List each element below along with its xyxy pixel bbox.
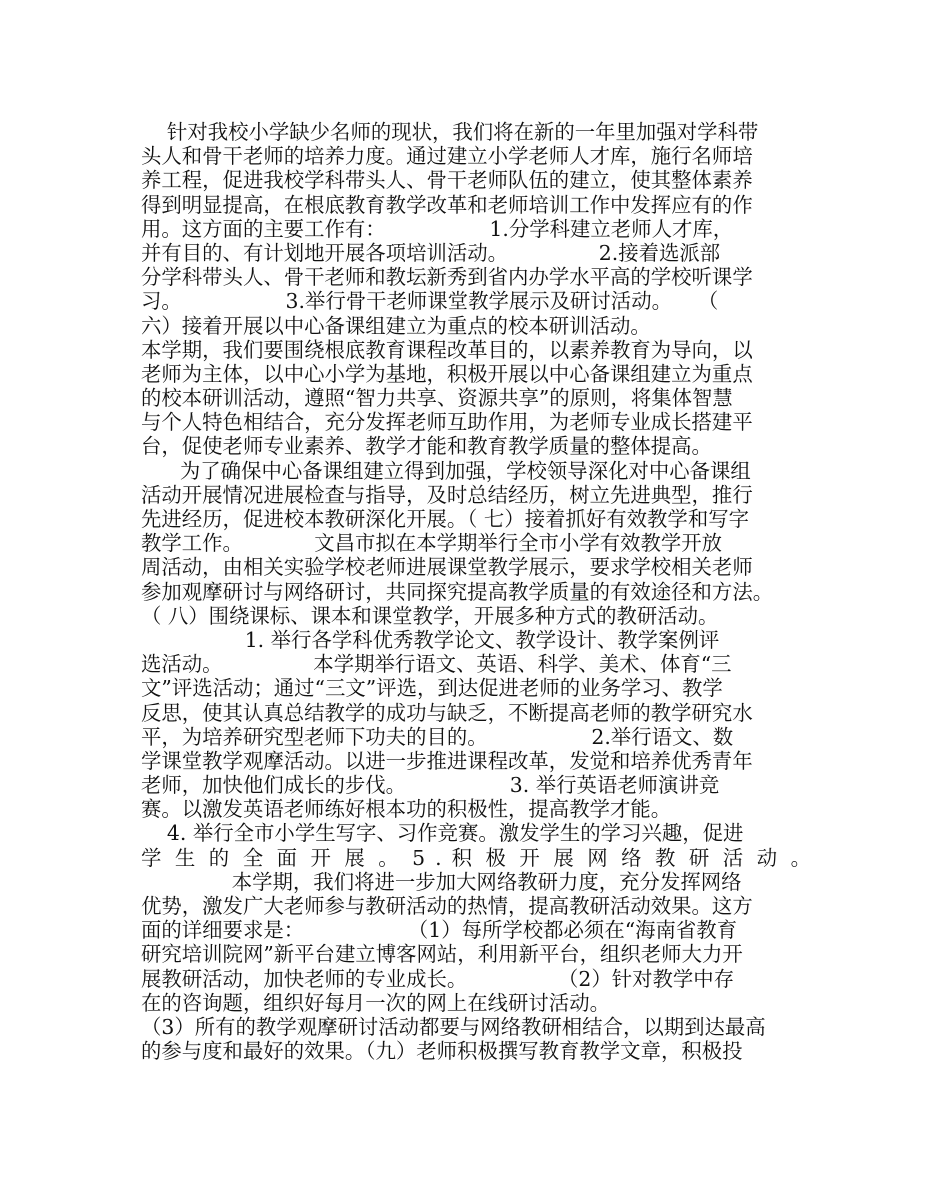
text-line: 反思，使其认真总结教学的成功与缺乏，不断提高老师的教学研究水 [141,700,753,725]
text-line: 在的咨询题，组织好每月一次的网上在线研讨活动。 [141,990,610,1015]
text-line: 优势，激发广大老师参与教研活动的热情，提高教研活动效果。这方 [141,894,753,918]
text-line: 本学期，我们将进一步加大网络教研力度，充分发挥网络 [141,869,742,894]
text-line: 养工程，促进我校学科带头人、骨干老师队伍的建立，使其整体素养 [141,168,753,193]
text-line: 参加观摩研讨与网络研讨，共同探究提高教学质量的有效途径和方法。 [141,579,774,604]
text-line: 1. 举行各学科优秀教学论文、教学设计、教学案例评 [141,627,720,652]
text-line: 台，促使老师专业素养、教学才能和教育教学质量的整体提高。 [141,434,712,459]
text-line: 用。这方面的主要工作有： 1.分学科建立老师人才库， [141,216,734,241]
text-line: （ 八）围绕课标、课本和课堂教学，开展多种方式的教研活动。 [141,603,719,628]
text-line: 老师，加快他们成长的步伐。 3. 举行英语老师演讲竞 [141,773,720,798]
text-line: 的参与度和最好的效果。（九）老师积极撰写教育教学文章，积极投 [141,1039,743,1064]
text-line: （3）所有的教学观摩研讨活动都要与网络教研相结合，以期到达最高 [141,1014,766,1039]
text-line: 展教研活动，加快老师的专业成长。 （2）针对教学中存 [141,966,735,991]
text-line: 平，为培养研究型老师下功夫的目的。 2.举行语文、数 [141,724,734,749]
text-line: 头人和骨干老师的培养力度。通过建立小学老师人才库，施行名师培 [141,144,753,169]
text-line: 本学期，我们要围绕根底教育课程改革目的，以素养教育为导向，以 [141,337,753,362]
text-line: 选活动。 本学期举行语文、英语、科学、美术、体育“三 [141,652,732,677]
text-line: 先进经历，促进校本教研深化开展。（ 七）接着抓好有效教学和写字 [141,507,749,531]
text-line: 分学科带头人、骨干老师和教坛新秀到省内办学水平高的学校听课学 [141,265,753,290]
text-line: 针对我校小学缺少名师的现状，我们将在新的一年里加强对学科带 [141,120,759,144]
text-line: 的校本研训活动，遵照“智力共享、资源共享”的原则，将集体智慧 [141,386,733,411]
text-line: 六）接着开展以中心备课组建立为重点的校本研训活动。 [141,313,651,338]
text-line: 活动开展情况进展检查与指导，及时总结经历，树立先进典型，推行 [141,482,753,507]
text-line: 4. 举行全市小学生写字、习作竞赛。激发学生的学习兴趣，促进 [141,821,744,846]
text-line: 学 生 的 全 面 开 展 。 5 . 积 极 开 展 网 络 教 研 活 动 。 [141,845,811,870]
text-line: 得到明显提高，在根底教育教学改革和老师培训工作中发挥应有的作 [141,192,753,217]
text-line: 学课堂教学观摩活动。以进一步推进课程改革，发觉和培养优秀青年 [141,748,753,773]
text-line: 并有目的、有计划地开展各项培训活动。 2.接着选派部 [141,240,721,265]
text-line: 研究培训院网”新平台建立博客网站，利用新平台，组织老师大力开 [141,942,743,967]
text-line: 与个人特色相结合，充分发挥老师互助作用，为老师专业成长搭建平 [141,410,753,435]
text-line: 面的详细要求是： （1）每所学校都必须在“海南省教育 [141,918,738,943]
text-line: 文”评选活动；通过“三文”评选，到达促进老师的业务学习、教学 [141,676,723,701]
text-line: 为了确保中心备课组建立得到加强，学校领导深化对中心备课组 [141,458,751,483]
text-line: 赛。以激发英语老师练好根本功的积极性，提高教学才能。 [141,797,672,822]
text-line: 老师为主体，以中心小学为基地，积极开展以中心备课组建立为重点 [141,361,753,386]
text-line: 周活动，由相关实验学校老师进展课堂教学展示，要求学校相关老师 [141,555,753,580]
text-line: 教学工作。 文昌市拟在本学期举行全市小学有效教学开放 [141,531,723,556]
text-line: 习。 3.举行骨干老师课堂教学展示及研讨活动。 （ [141,289,719,314]
body-text [141,120,811,1063]
